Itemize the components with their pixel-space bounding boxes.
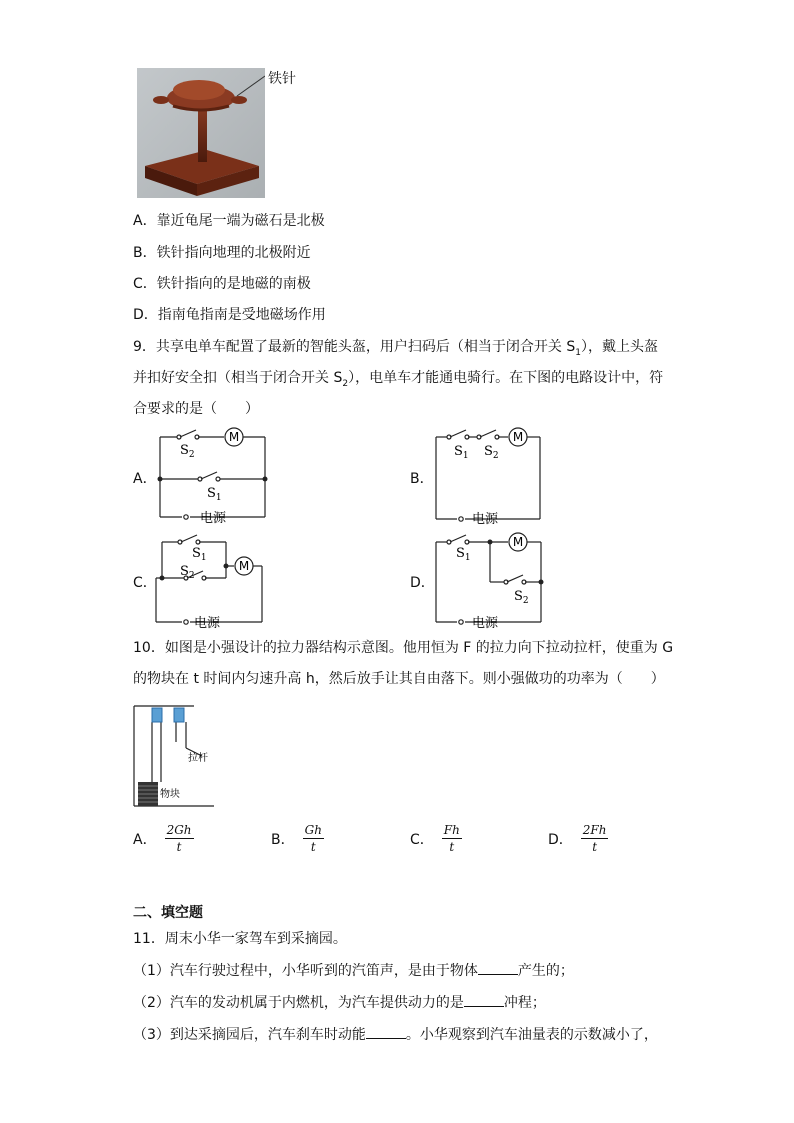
q11-part-1: （1）汽车行驶过程中，小华听到的汽笛声，是由于物体 产生的； [133, 960, 574, 981]
puller-diagram [130, 702, 220, 812]
q9-label-b: B． [410, 471, 434, 487]
q9-label-a: A． [133, 471, 157, 487]
q9-label-d: D． [410, 575, 435, 591]
q9-line-3: 合要求的是（ ） [133, 401, 259, 417]
pull-rod-label: 拉杆 [188, 753, 208, 764]
q9-line-1: 9．共享电单车配置了最新的智能头盔，用户扫码后（相当于闭合开关 $S_1$），戴上头盔 [133, 339, 658, 358]
motor-label-b: M [512, 430, 524, 444]
q10-option-d: D． $\frac{2Fh}{t}$ [548, 823, 607, 854]
motor-label-a: M [228, 430, 240, 444]
power-label-b: 电源 [472, 512, 499, 525]
circuit-diagram-a [150, 425, 275, 525]
power-label-c: 电源 [194, 616, 221, 630]
switch-s1-label-a: $S_1$ [207, 486, 222, 503]
q9-line-2: 并扣好安全扣（相当于闭合开关 $S_2$），电单车才能通电骑行。在下图的电路设计中，符 [133, 370, 664, 389]
motor-label-c: M [238, 559, 250, 573]
switch-s1-label-b: $S_1$ [454, 444, 469, 461]
q10-option-b: B． $\frac{Gh}{t}$ [271, 823, 322, 854]
q10-option-a: A． $\frac{2Gh}{t}$ [133, 823, 192, 854]
answer-blank[interactable] [464, 992, 504, 1007]
q8-option-b: B．铁针指向地理的北极附近 [133, 245, 311, 261]
section-title: 二、填空题 [133, 905, 203, 921]
compass-turtle-photo [137, 68, 265, 198]
q10-option-c: C． $\frac{Fh}{t}$ [410, 823, 460, 854]
switch-s2-label-d: $S_2$ [514, 589, 529, 606]
motor-label-d: M [512, 535, 524, 549]
q11-part-2: （2）汽车的发动机属于内燃机，为汽车提供动力的是 冲程； [133, 992, 546, 1013]
switch-s2-label-c: $S_2$ [180, 564, 195, 581]
q11-part-3: （3）到达采摘园后，汽车刹车时动能 。小华观察到汽车油量表的示数减小了， [133, 1024, 658, 1045]
answer-blank[interactable] [366, 1024, 406, 1039]
switch-s2-label-b: $S_2$ [484, 444, 499, 461]
q9-label-c: C． [133, 575, 157, 591]
switch-s2-label-a: $S_2$ [180, 443, 195, 460]
q10-line-2: 的物块在 t 时间内匀速升高 h，然后放手让其自由落下。则小强做功的功率为（ ） [133, 671, 665, 687]
q11-stem: 11．周末小华一家驾车到采摘园。 [133, 931, 347, 947]
switch-s1-label-c: $S_1$ [192, 546, 207, 563]
circuit-diagram-d [428, 530, 553, 630]
q8-option-c: C．铁针指向的是地磁的南极 [133, 276, 311, 292]
q8-option-d: D．指南龟指南是受地磁场作用 [133, 307, 326, 323]
power-label-d: 电源 [472, 616, 499, 630]
iron-needle-label: 铁针 [268, 71, 296, 87]
power-label-a: 电源 [200, 511, 227, 525]
answer-blank[interactable] [478, 960, 518, 975]
q10-line-1: 10．如图是小强设计的拉力器结构示意图。他用恒为 F 的拉力向下拉动拉杆，使重为 G [133, 640, 674, 656]
circuit-diagram-b [428, 425, 553, 525]
switch-s1-label-d: $S_1$ [456, 546, 471, 563]
block-label: 物块 [160, 789, 180, 800]
q8-option-a: A．靠近龟尾一端为磁石是北极 [133, 213, 325, 229]
circuit-diagram-c [148, 530, 273, 630]
